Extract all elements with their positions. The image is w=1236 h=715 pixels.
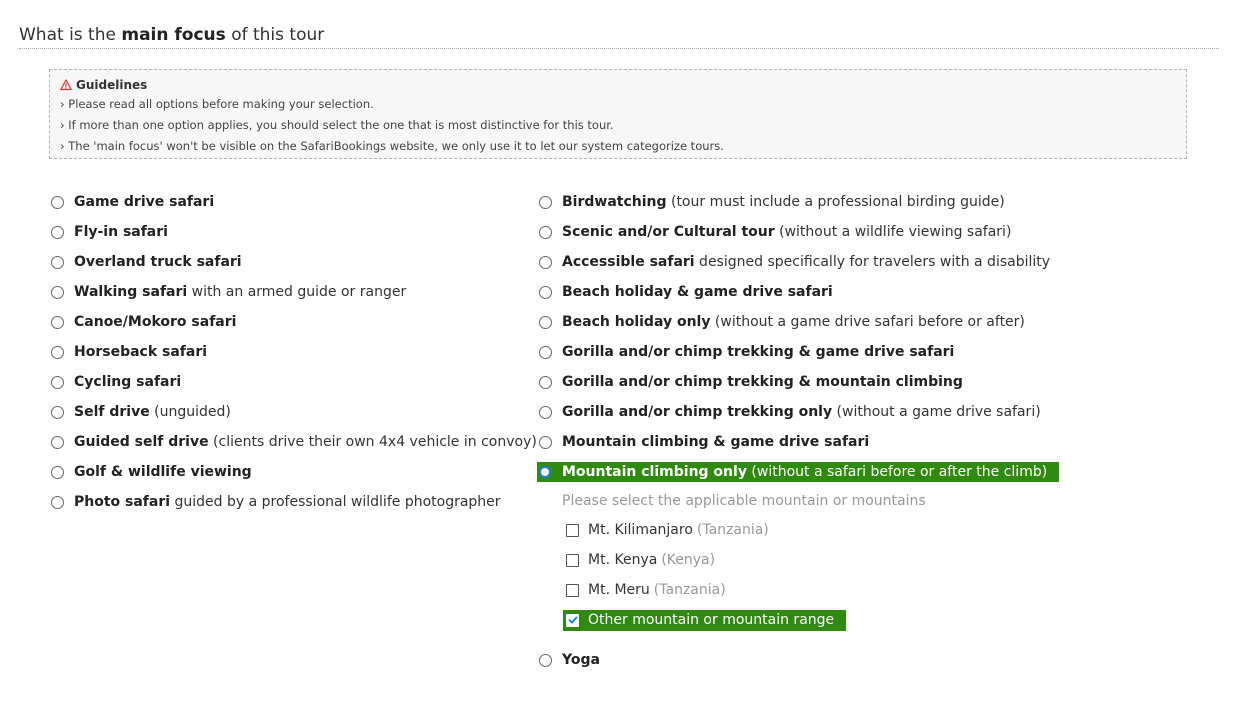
option-label: Game drive safari <box>74 194 215 210</box>
mountain-country: (Tanzania) <box>696 522 769 538</box>
option-guided-self-drive[interactable] <box>51 427 537 457</box>
radio-button[interactable] <box>51 376 64 389</box>
option-walking-safari[interactable] <box>51 277 537 307</box>
option-birdwatching[interactable] <box>539 187 1059 217</box>
radio-button[interactable] <box>539 436 552 449</box>
option-description: (without a wildlife viewing safari) <box>774 224 1012 240</box>
guidelines-box <box>49 69 1187 159</box>
checkbox[interactable] <box>566 524 579 537</box>
radio-button[interactable] <box>539 376 552 389</box>
option-canoe-mokoro-safari[interactable] <box>51 307 537 337</box>
option-gorilla-chimp-only[interactable] <box>539 397 1059 427</box>
option-label: Mountain climbing only <box>562 464 747 480</box>
guidelines-heading-row <box>60 76 1176 94</box>
option-description: (without a game drive safari before or after) <box>710 314 1025 330</box>
option-label: Gorilla and/or chimp trekking & mountain climbing <box>562 374 963 390</box>
checkbox[interactable] <box>566 584 579 597</box>
mountain-option-kilimanjaro[interactable] <box>539 515 1059 545</box>
option-label: Beach holiday & game drive safari <box>562 284 833 300</box>
option-label: Yoga <box>562 652 600 668</box>
option-description: with an armed guide or ranger <box>187 284 407 300</box>
option-description: (tour must include a professional birding guide) <box>666 194 1005 210</box>
checkbox[interactable] <box>566 554 579 567</box>
mountain-option-kenya[interactable] <box>539 545 1059 575</box>
mountain-option-meru[interactable] <box>539 575 1059 605</box>
radio-button[interactable] <box>51 406 64 419</box>
option-label: Accessible safari <box>562 254 695 270</box>
option-scenic-cultural-tour[interactable] <box>539 217 1059 247</box>
mountain-option-other[interactable] <box>539 605 1059 635</box>
mountain-country: (Tanzania) <box>653 582 726 598</box>
checked-highlight <box>563 610 846 631</box>
checkmark-icon <box>568 615 578 625</box>
section-title <box>19 24 1219 49</box>
radio-button[interactable] <box>51 496 64 509</box>
option-description: guided by a professional wildlife photographer <box>170 494 501 510</box>
option-accessible-safari[interactable] <box>539 247 1059 277</box>
option-label: Gorilla and/or chimp trekking & game drive safari <box>562 344 955 360</box>
option-label: Beach holiday only <box>562 314 711 330</box>
radio-button[interactable] <box>51 346 64 359</box>
radio-button[interactable] <box>51 466 64 479</box>
radio-button[interactable] <box>539 406 552 419</box>
option-horseback-safari[interactable] <box>51 337 537 367</box>
option-label: Golf & wildlife viewing <box>74 464 252 480</box>
guideline-line: › The 'main focus' won't be visible on the SafariBookings website, we only use it to let our system categorize tours. <box>60 139 724 153</box>
mountain-name: Mt. Meru <box>588 582 650 598</box>
radio-button[interactable] <box>539 256 552 269</box>
option-description: (without a game drive safari) <box>832 404 1041 420</box>
option-label: Cycling safari <box>74 374 182 390</box>
title-bold: main focus <box>121 25 226 45</box>
option-gorilla-chimp-game-drive[interactable] <box>539 337 1059 367</box>
radio-button[interactable] <box>51 196 64 209</box>
option-label: Scenic and/or Cultural tour <box>562 224 775 240</box>
option-label: Mountain climbing & game drive safari <box>562 434 870 450</box>
option-photo-safari[interactable] <box>51 487 537 517</box>
option-golf-wildlife-viewing[interactable] <box>51 457 537 487</box>
mountain-select-prompt: Please select the applicable mountain or mountains <box>562 493 926 509</box>
guideline-line: › If more than one option applies, you should select the one that is most distinctive for this tour. <box>60 118 614 132</box>
option-yoga[interactable] <box>539 645 1059 675</box>
mountain-name: Mt. Kenya <box>588 552 658 568</box>
option-label: Gorilla and/or chimp trekking only <box>562 404 833 420</box>
guideline-line: › Please read all options before making your selection. <box>60 97 374 111</box>
left-options-column <box>51 187 537 517</box>
option-description: designed specifically for travelers with a disability <box>694 254 1051 270</box>
radio-button[interactable] <box>51 286 64 299</box>
radio-button[interactable] <box>51 256 64 269</box>
radio-button[interactable] <box>539 226 552 239</box>
radio-button[interactable] <box>51 316 64 329</box>
radio-button[interactable] <box>539 316 552 329</box>
option-label: Fly-in safari <box>74 224 168 240</box>
option-beach-holiday-game-drive[interactable] <box>539 277 1059 307</box>
option-fly-in-safari[interactable] <box>51 217 537 247</box>
option-overland-truck-safari[interactable] <box>51 247 537 277</box>
mountain-name: Mt. Kilimanjaro <box>588 522 693 538</box>
right-options-column <box>539 187 1059 675</box>
radio-button[interactable] <box>539 196 552 209</box>
selected-highlight <box>537 462 1059 482</box>
option-label: Self drive <box>74 404 150 420</box>
option-self-drive[interactable] <box>51 397 537 427</box>
radio-button[interactable] <box>51 436 64 449</box>
option-description: (without a safari before or after the climb) <box>746 464 1048 480</box>
mountain-country: (Kenya) <box>661 552 716 568</box>
option-mountain-climbing-only[interactable] <box>539 457 1059 487</box>
checkbox-checked[interactable] <box>566 614 579 627</box>
radio-button[interactable] <box>51 226 64 239</box>
guidelines-heading: Guidelines <box>76 78 148 92</box>
option-label: Overland truck safari <box>74 254 242 270</box>
radio-button[interactable] <box>539 286 552 299</box>
radio-button-selected[interactable] <box>539 466 551 478</box>
option-label: Canoe/Mokoro safari <box>74 314 237 330</box>
option-label: Guided self drive <box>74 434 209 450</box>
option-gorilla-chimp-mountain-climbing[interactable] <box>539 367 1059 397</box>
option-description: (clients drive their own 4x4 vehicle in convoy) <box>208 434 537 450</box>
option-cycling-safari[interactable] <box>51 367 537 397</box>
option-mountain-climbing-game-drive[interactable] <box>539 427 1059 457</box>
mountain-name: Other mountain or mountain range <box>588 612 835 628</box>
title-prefix: What is the <box>19 25 116 45</box>
option-label: Birdwatching <box>562 194 667 210</box>
radio-button[interactable] <box>539 654 552 667</box>
option-label: Walking safari <box>74 284 188 300</box>
option-description: (unguided) <box>149 404 231 420</box>
option-label: Photo safari <box>74 494 171 510</box>
option-game-drive-safari[interactable] <box>51 187 537 217</box>
title-suffix: of this tour <box>231 25 325 45</box>
warning-icon <box>60 79 72 91</box>
radio-button[interactable] <box>539 346 552 359</box>
option-label: Horseback safari <box>74 344 208 360</box>
option-beach-holiday-only[interactable] <box>539 307 1059 337</box>
